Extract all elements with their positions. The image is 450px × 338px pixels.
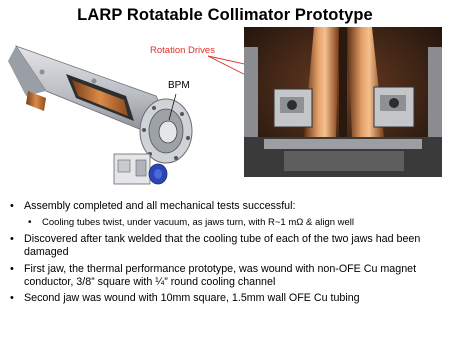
bullet-item: • Discovered after tank welded that the cooling tube of each of the two jaws had been damaged: [8, 233, 446, 260]
prototype-photo-image: [244, 27, 442, 177]
bullet-item: • Assembly completed and all mechanical tests successful:: [8, 200, 446, 213]
bullet-item: • First jaw, the thermal performance prototype, was wound with non-OFE Cu magnet conductor, 3/8” square with ¼” round cooling channel: [8, 263, 446, 290]
rotation-drives-label: Rotation Drives: [150, 45, 215, 56]
bullet-item: • Second jaw was wound with 10mm square, 1.5mm wall OFE Cu tubing: [8, 292, 446, 305]
slide-title: LARP Rotatable Collimator Prototype: [77, 6, 373, 24]
sub-bullet-item: • Cooling tubes twist, under vacuum, as jaws turn, with R~1 mΩ & align well: [8, 216, 446, 229]
collimator-render-image: [6, 36, 216, 194]
bullet-list: [8, 200, 446, 309]
bpm-label: BPM: [168, 80, 190, 91]
